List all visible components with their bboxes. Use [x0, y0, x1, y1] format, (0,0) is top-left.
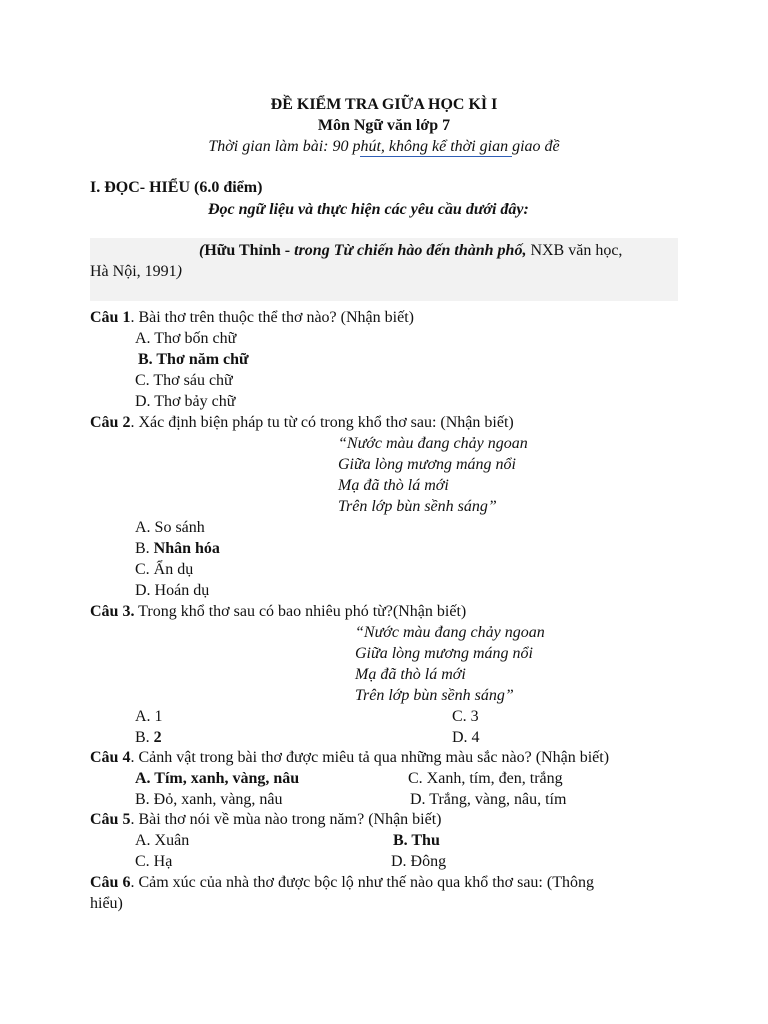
q4-option-b: B. Đỏ, xanh, vàng, nâu [135, 791, 283, 808]
question-2-text: . Xác định biện pháp tu từ có trong khổ thơ sau: (Nhận biết) [130, 414, 514, 431]
q1-option-b: B. Thơ năm chữ [138, 351, 249, 368]
question-5-label: Câu 5 [90, 811, 131, 828]
q3-option-b-answer: 2 [153, 729, 162, 746]
q2-poem-line: “Nước màu đang chảy ngoan [338, 435, 528, 452]
q2-option-b [135, 539, 220, 559]
q5-option-b: B. Thu [393, 832, 440, 849]
q3-poem-line: “Nước màu đang chảy ngoan [355, 624, 545, 641]
question-5 [90, 810, 442, 830]
question-4-text: . Cảnh vật trong bài thơ được miêu tả qua những màu sắc nào? (Nhận biết) [130, 749, 610, 766]
q3-poem-line: Trên lớp bùn sềnh sáng” [355, 687, 514, 704]
q3-option-b [135, 728, 162, 748]
question-1-text: . Bài thơ trên thuộc thể thơ nào? (Nhận biết) [130, 309, 414, 326]
source-line-1 [199, 241, 622, 261]
q2-option-a: A. So sánh [135, 519, 205, 536]
question-4 [90, 748, 609, 768]
source-book: trong Từ chiến hào đến thành phố, [294, 242, 527, 259]
q1-option-a: A. Thơ bốn chữ [135, 330, 237, 347]
q2-poem-line: Giữa lòng mương máng nổi [338, 456, 516, 473]
section-heading: I. ĐỌC- HIỂU (6.0 điểm) [90, 179, 263, 196]
question-6-label: Câu 6 [90, 874, 131, 891]
q4-option-d: D. Trắng, vàng, nâu, tím [410, 791, 567, 808]
exam-time: Thời gian làm bài: 90 phút, không kể thời gian giao đề [208, 138, 560, 155]
question-3-text: Trong khổ thơ sau có bao nhiêu phó từ?(Nhận biết) [134, 603, 467, 620]
q5-option-a: A. Xuân [135, 832, 190, 849]
source-publisher: NXB văn học, [526, 242, 623, 259]
question-2 [90, 413, 514, 433]
underline-mark [360, 156, 512, 157]
question-1 [90, 308, 414, 328]
q1-option-c: C. Thơ sáu chữ [135, 372, 233, 389]
q4-option-a: A. Tím, xanh, vàng, nâu [135, 770, 300, 787]
question-3-label: Câu 3. [90, 603, 135, 620]
question-4-label: Câu 4 [90, 749, 131, 766]
q3-option-c: C. 3 [452, 708, 479, 725]
question-2-label: Câu 2 [90, 414, 131, 431]
question-5-text: . Bài thơ nói về mùa nào trong năm? (Nhận biết) [130, 811, 442, 828]
q1-option-d: D. Thơ bảy chữ [135, 393, 236, 410]
q3-option-d: D. 4 [452, 729, 480, 746]
q3-option-a: A. 1 [135, 708, 163, 725]
source-place-year: Hà Nội, 1991 [90, 263, 177, 280]
source-close: ) [176, 263, 182, 280]
question-1-label: Câu 1 [90, 309, 131, 326]
source-author: Hữu Thỉnh - [204, 242, 295, 259]
source-open: ( [199, 242, 205, 259]
q3-poem-line: Giữa lòng mương máng nổi [355, 645, 533, 662]
q5-option-c: C. Hạ [135, 853, 173, 870]
q2-poem-line: Trên lớp bùn sềnh sáng” [338, 498, 497, 515]
q2-option-d: D. Hoán dụ [135, 582, 210, 599]
q4-option-c: C. Xanh, tím, đen, trắng [408, 770, 563, 787]
exam-subject: Môn Ngữ văn lớp 7 [317, 117, 451, 134]
question-6 [90, 873, 594, 893]
question-6-continuation: hiểu) [90, 895, 123, 912]
question-6-text: . Cảm xúc của nhà thơ được bộc lộ như thế nào qua khổ thơ sau: (Thông [130, 874, 594, 891]
q3-option-b-prefix: B. [135, 729, 154, 746]
q2-option-b-answer: Nhân hóa [153, 540, 220, 557]
q3-poem-line: Mạ đã thò lá mới [355, 666, 466, 683]
question-3 [90, 602, 466, 622]
q2-option-b-prefix: B. [135, 540, 154, 557]
section-instruction: Đọc ngữ liệu và thực hiện các yêu cầu dưới đây: [208, 201, 529, 218]
exam-title: ĐỀ KIỂM TRA GIỮA HỌC KÌ I [270, 96, 498, 113]
q5-option-d: D. Đông [391, 853, 447, 870]
q2-option-c: C. Ẩn dụ [135, 561, 194, 578]
source-line-2 [90, 262, 182, 282]
q2-poem-line: Mạ đã thò lá mới [338, 477, 449, 494]
